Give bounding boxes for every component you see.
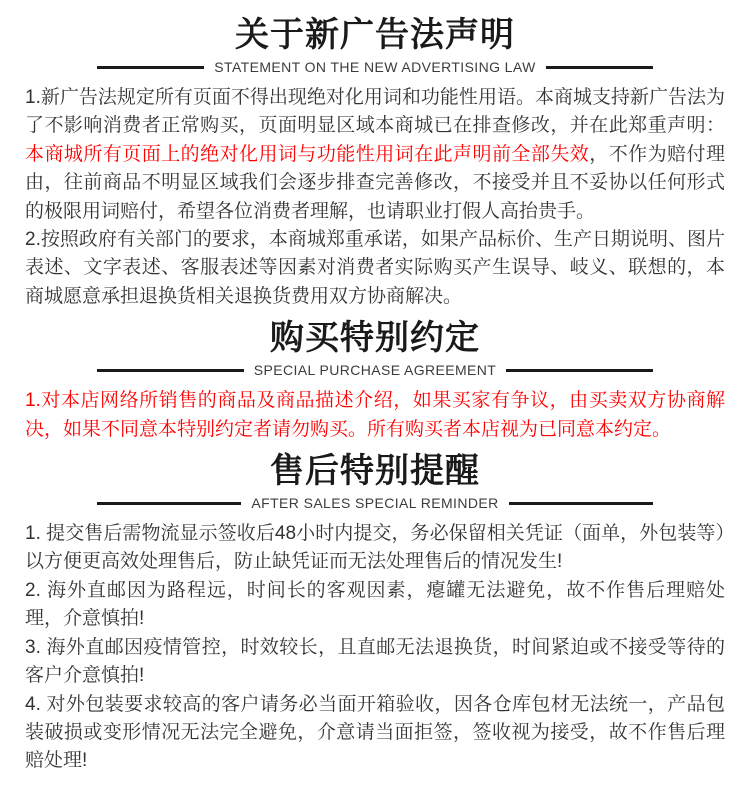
divider-line-left (97, 66, 204, 69)
divider-line-right (546, 66, 653, 69)
section-subtitle-text: AFTER SALES SPECIAL REMINDER (251, 495, 499, 512)
divider-line-left (97, 502, 241, 505)
section-subtitle (97, 362, 653, 378)
text-run: 2.按照政府有关部门的要求，本商城郑重承诺，如果产品标价、生产日期说明、图片表述、文字表述、客服表述等因素对消费者实际购买产生误导、岐义、联想的，本商城愿意承担退换货相关退换货费用双方协商解决。 (25, 229, 725, 307)
section-subtitle-text: STATEMENT ON THE NEW ADVERTISING LAW (214, 59, 536, 75)
divider-line-left (97, 369, 244, 372)
divider-line-right (506, 369, 653, 372)
section-header (0, 452, 750, 511)
section-title: 购买特别约定 (270, 319, 480, 358)
section-after-sales (0, 452, 750, 776)
paragraph-aftersales-1 (25, 520, 725, 577)
text-run: ，不作为赔付理由，往前商品不明显区域我们会逐步排查完善修改，不接受并且不妥协以任何形式的极限用词赔付，希望各位消费者理解，也请职业打假人高抬贵手。 (25, 143, 725, 222)
paragraph-law-2 (25, 226, 725, 311)
text-run: 1. 提交售后需物流显示签收后48小时内提交，务必保留相关凭证（面单，外包装等）以方便更高效处理售后，防止缺凭证而无法处理售后的情况发生! (25, 523, 725, 573)
section-title: 关于新广告法声明 (235, 16, 515, 54)
paragraph-aftersales-3 (25, 634, 725, 691)
section-subtitle-text: SPECIAL PURCHASE AGREEMENT (253, 362, 497, 379)
text-run: 3. 海外直邮因疫情管控，时效较长，且直邮无法退换货，时间紧迫或不接受等待的客户介意慎拍! (25, 636, 725, 687)
section-body (0, 84, 750, 311)
section-subtitle (97, 495, 653, 511)
section-body (0, 520, 750, 776)
paragraph-law-1 (25, 84, 725, 226)
section-advertising-law (0, 16, 750, 311)
section-subtitle (97, 59, 653, 75)
divider-line-right (509, 502, 653, 505)
section-header (0, 16, 750, 75)
section-header (0, 319, 750, 378)
section-title: 售后特别提醒 (270, 452, 480, 491)
text-run: 1.新广告法规定所有页面不得出现绝对化用词和功能性用语。本商城支持新广告法为了不影响消费者正常购买，页面明显区域本商城已在排查修改，并在此郑重声明： (25, 87, 725, 137)
highlighted-text-run: 本商城所有页面上的绝对化用词与功能性用词在此声明前全部失效 (25, 143, 590, 165)
highlighted-text-run: 1.对本店网络所销售的商品及商品描述介绍，如果买家有争议，由买卖双方协商解决，如果不同意本特别约定者请勿购买。所有购买者本店视为已同意本约定。 (25, 390, 725, 440)
section-purchase-agreement (0, 319, 750, 444)
paragraph-aftersales-4 (25, 691, 725, 776)
text-run: 4. 对外包装要求较高的客户请务必当面开箱验收，因各仓库包材无法统一，产品包装破损或变形情况无法完全避免，介意请当面拒签，签收视为接受，故不作售后理赔处理! (25, 693, 725, 772)
paragraph-aftersales-2 (25, 577, 725, 634)
text-run: 2. 海外直邮因为路程远，时间长的客观因素，瘪罐无法避免，故不作售后理赔处理，介意慎拍! (25, 579, 725, 630)
paragraph-agreement-1 (25, 387, 725, 444)
section-body (0, 387, 750, 444)
